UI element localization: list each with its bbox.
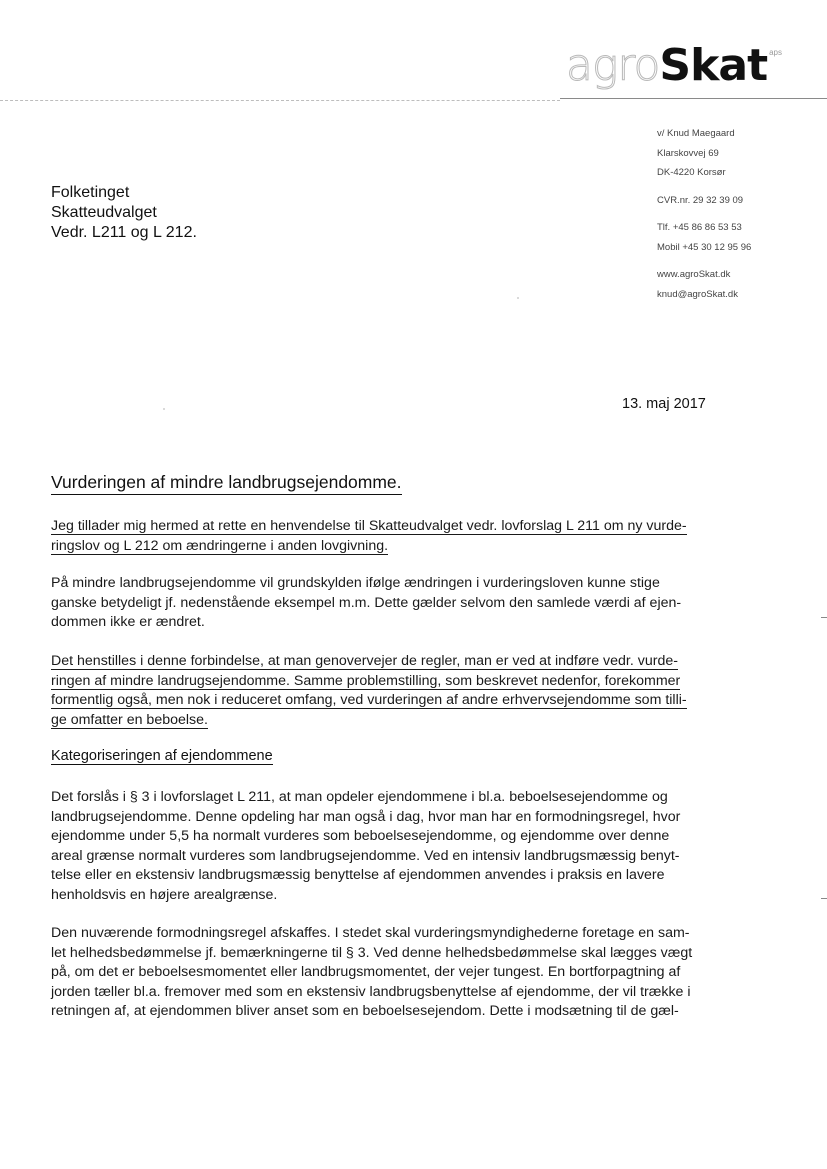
text-line: landbrugsejendomme. Denne opdeling har man også i dag, hvor man har en formodningsregel, hvor [51,808,681,825]
header-rule-dashed [0,100,560,101]
text-line: Det forslås i § 3 i lovforslaget L 211, at man opdeler ejendommene i bl.a. beboelsesejendomme og [51,789,668,805]
sender-block [657,124,822,304]
text-line: jorden tæller bl.a. fremover med som en ekstensiv landbrugsbenyttelse af ejendomme, der vil trække i [51,983,691,1000]
paragraph-formodningsregel [51,924,741,1022]
text-line: henholdsvis en højere arealgrænse. [51,886,278,903]
sender-mobile: Mobil +45 30 12 95 96 [657,241,752,253]
sender-contact: v/ Knud Maegaard [657,128,735,139]
text-line: Jeg tillader mig hermed at rette en henvendelse til Skatteudvalget vedr. lovforslag L 211 om ny vurde- [51,518,687,534]
text-line: Den nuværende formodningsregel afskaffes. I stedet skal vurderingsmyndighederne foretage en sam- [51,925,690,941]
section-heading: Kategoriseringen af ejendommene [51,748,273,764]
text-line: areal grænse normalt vurderes som landbrugsejendomme. Ved en intensiv landbrugsmæssig benyt- [51,847,680,864]
paragraph-grundskyld [51,574,741,633]
text-line: telse eller en ekstensiv landbrugsmæssig benyttelse af ejendommen anvendes i praksis en lavere [51,867,665,884]
sender-cvr: CVR.nr. 29 32 39 09 [657,194,744,206]
text-line: Det henstilles i denne forbindelse, at man genovervejer de regler, man er ved at indføre vedr. vurde- [51,653,678,669]
paragraph-request [51,652,741,730]
sender-email: knud@agroSkat.dk [657,288,738,300]
logo-agro: agro [566,40,660,91]
company-logo [566,40,783,100]
sender-phone: Tlf. +45 86 86 53 53 [657,222,742,233]
text-line: retningen af, at ejendommen bliver anset som en beboelsesejendom. Dette i modsætning til de gæl- [51,1003,679,1020]
sender-street: Klarskovvej 69 [657,147,719,159]
text-line: ringslov og L 212 om ændringerne i anden lovgivning. [51,537,389,554]
paragraph-categorisation [51,788,741,906]
scan-speck [517,297,519,299]
text-line: dommen ikke er ændret. [51,614,205,631]
margin-mark [821,617,827,618]
text-line: ge omfatter en beboelse. [51,711,208,728]
document-title: Vurderingen af mindre landbrugsejendomme. [51,472,402,495]
scan-speck [163,408,165,410]
text-line: let helhedsbedømmelse jf. bemærkningerne til § 3. Ved denne helhedsbedømmelse skal lægges vægt [51,944,693,961]
text-line: på, om det er beboelsesmomentet eller landbrugsmomentet, der vejer tungest. En bortforpagtning af [51,964,681,981]
text-line: På mindre landbrugsejendomme vil grundskylden ifølge ændringen i vurderingsloven kunne stige [51,575,660,591]
recipient-line-3: Vedr. L211 og L 212. [51,224,197,241]
text-line: formentlig også, men nok i reduceret omfang, ved vurderingen af andre erhvervsejendomme som tilli- [51,692,687,709]
sender-website: www.agroSkat.dk [657,269,731,280]
text-line: ejendomme under 5,5 ha normalt vurderes som beboelsesejendomme, og ejendomme over denne [51,828,670,845]
text-line: ringen af mindre landrugsejendomme. Samme problemstilling, som beskrevet nedenfor, forekommer [51,672,681,689]
margin-mark [821,898,827,899]
recipient-block [51,183,197,243]
logo-suffix: aps [769,48,783,57]
recipient-line-2: Skatteudvalget [51,204,157,221]
text-line: ganske betydeligt jf. nedenstående eksempel m.m. Dette gælder selvom den samlede værdi af ejen- [51,594,682,611]
recipient-line-1: Folketinget [51,184,130,201]
logo-skat: Skat [659,40,768,91]
paragraph-intro [51,517,741,556]
letter-date: 13. maj 2017 [622,396,706,412]
sender-city: DK-4220 Korsør [657,167,726,178]
